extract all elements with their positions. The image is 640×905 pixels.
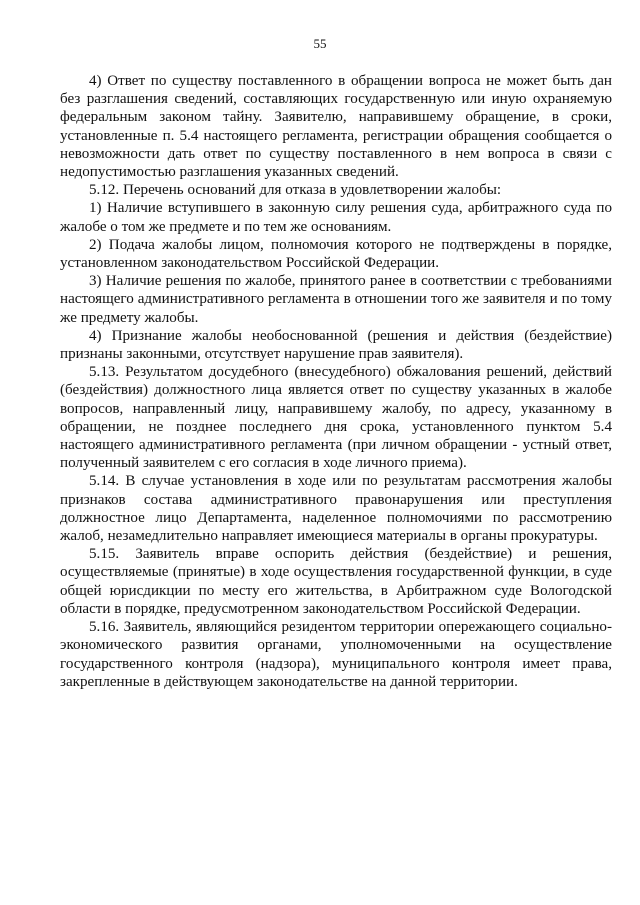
paragraph-refusal-reason-3: 3) Наличие решения по жалобе, принятого ранее в соответствии с требованиями настоящего административного регламента в отношении того же заявителя и по тому же предмету жалобы.: [60, 273, 612, 326]
paragraph-refusal-reason-4: 4) Признание жалобы необоснованной (решения и действия (бездействие) признаны законными, отсутствует нарушение прав заявителя).: [60, 327, 612, 363]
document-body: [60, 72, 612, 691]
section-5-15-paragraph: 5.15. Заявитель вправе оспорить действия (бездействие) и решения, осуществляемые (принятые) в ходе осуществления государственной функции, в суде общей юрисдикции по месту его жительства, в Арбитражном суде Вологодской области в порядке, предусмотренном законодательством Российской Федерации.: [60, 546, 612, 617]
section-5-12-heading: 5.12. Перечень оснований для отказа в удовлетворении жалобы:: [89, 182, 502, 199]
section-5-16-paragraph: 5.16. Заявитель, являющийся резидентом территории опережающего социально-экономического развития органами, уполномоченными на осуществление государственного контроля (надзора), муниципального контроля имеет права, закрепленные в действующем законодательстве на данной территории.: [60, 619, 612, 690]
page-number: 55: [313, 36, 327, 51]
paragraph-item-4-state-secret: 4) Ответ по существу поставленного в обращении вопроса не может быть дан без разглашения сведений, составляющих государственную или иную охраняемую федеральным законом тайну. Заявителю, направившему обращение, в сроки, установленные п. 5.4 настоящего регламента, регистрации обращения сообщается о невозможности дать ответ по существу поставленного в нем вопроса в связи с недопустимостью разглашения указанных сведений.: [60, 73, 612, 181]
paragraph-refusal-reason-1: 1) Наличие вступившего в законную силу решения суда, арбитражного суда по жалобе о том же предмете и по тем же основаниям.: [60, 200, 612, 235]
section-5-13-paragraph: 5.13. Результатом досудебного (внесудебного) обжалования решений, действий (бездействия) должностного лица является ответ по существу указанных в жалобе вопросов, направленный лицу, направившему жалобу, по адресу, указанному в обращении, не позднее последнего дня срока, установленного пунктом 5.4 настоящего административного регламента (при личном обращении - устный ответ, полученный заявителем с его согласия в ходе личного приема).: [60, 364, 612, 472]
paragraph-refusal-reason-2: 2) Подача жалобы лицом, полномочия которого не подтверждены в порядке, установленном законодательством Российской Федерации.: [60, 236, 612, 272]
section-5-14-paragraph: 5.14. В случае установления в ходе или по результатам рассмотрения жалобы признаков состава административного правонарушения или преступления должностное лицо Департамента, наделенное полномочиями по рассмотрению жалоб, незамедлительно направляет имеющиеся материалы в органы прокуратуры.: [60, 473, 612, 545]
